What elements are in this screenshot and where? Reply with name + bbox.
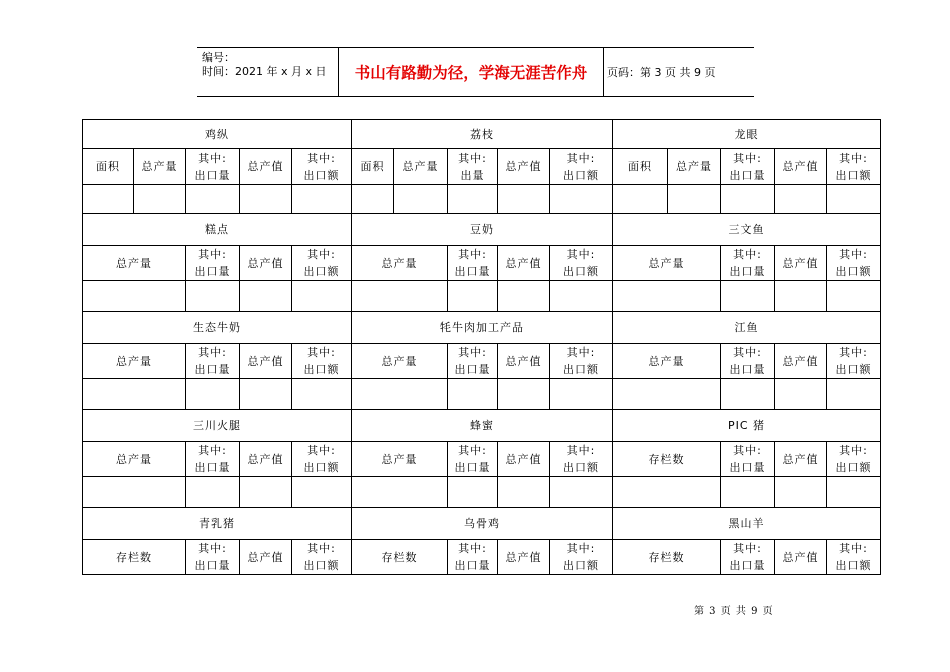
col-total-value: 总产值: [498, 246, 550, 281]
data-cell[interactable]: [83, 185, 134, 214]
product-title: 荔枝: [352, 120, 613, 149]
product-title: 鸡纵: [83, 120, 352, 149]
col-export-value: 其中: 出口额: [292, 149, 352, 185]
col-area: 面积: [613, 149, 668, 185]
col-total-output: 总产量: [83, 344, 186, 379]
col-total-value: 总产值: [775, 344, 827, 379]
serial-number-label: 编号：: [202, 51, 235, 64]
product-title: 牦牛肉加工产品: [352, 312, 613, 344]
data-cell[interactable]: [83, 379, 186, 410]
column-header-row: [83, 246, 881, 281]
data-cell[interactable]: [83, 281, 186, 312]
col-export-volume: 其中: 出量: [448, 149, 498, 185]
col-export-volume: 其中: 出口量: [186, 149, 240, 185]
data-cell[interactable]: [134, 185, 186, 214]
product-title: 江鱼: [613, 312, 881, 344]
product-title-row: [83, 312, 881, 344]
product-title: 三文鱼: [613, 214, 881, 246]
col-total-output: 总产量: [134, 149, 186, 185]
column-header-row: [83, 540, 881, 575]
data-cell[interactable]: [613, 185, 668, 214]
col-total-output: 总产量: [352, 442, 448, 477]
col-total-output: 总产量: [352, 344, 448, 379]
col-stock: 存栏数: [613, 442, 721, 477]
column-header-row: [83, 344, 881, 379]
col-export-volume: 其中: 出口量: [186, 246, 240, 281]
document-header: [197, 47, 754, 97]
col-total-value: 总产值: [240, 442, 292, 477]
data-cell[interactable]: [83, 477, 186, 508]
col-export-volume: 其中: 出口量: [186, 540, 240, 575]
data-cell[interactable]: [498, 379, 550, 410]
data-cell[interactable]: [775, 477, 827, 508]
col-total-value: 总产值: [240, 344, 292, 379]
col-total-value: 总产值: [498, 149, 550, 185]
time-label: 时间：2021 年 x 月 x 日: [202, 65, 327, 78]
product-title-row: [83, 410, 881, 442]
col-export-volume: 其中: 出口量: [448, 540, 498, 575]
page-number-label: 页码：第 3 页 共 9 页: [607, 65, 716, 79]
col-total-value: 总产值: [498, 540, 550, 575]
data-cell[interactable]: [394, 185, 448, 214]
data-cell[interactable]: [613, 281, 721, 312]
data-cell[interactable]: [550, 281, 613, 312]
data-cell[interactable]: [292, 477, 352, 508]
col-export-value: 其中: 出口额: [827, 344, 881, 379]
data-cell[interactable]: [448, 185, 498, 214]
col-export-volume: 其中: 出口量: [721, 540, 775, 575]
col-export-volume: 其中: 出口量: [448, 442, 498, 477]
col-export-value: 其中: 出口额: [292, 246, 352, 281]
col-export-volume: 其中: 出口量: [448, 344, 498, 379]
header-left-block: [202, 51, 327, 79]
data-cell[interactable]: [613, 379, 721, 410]
empty-data-row: [83, 185, 881, 214]
data-cell[interactable]: [827, 185, 881, 214]
product-title: 蜂蜜: [352, 410, 613, 442]
product-title: 青乳猪: [83, 508, 352, 540]
col-export-value: 其中: 出口额: [292, 442, 352, 477]
col-total-value: 总产值: [498, 344, 550, 379]
col-export-volume: 其中: 出口量: [721, 246, 775, 281]
data-cell[interactable]: [550, 379, 613, 410]
data-cell[interactable]: [827, 379, 881, 410]
data-cell[interactable]: [186, 281, 240, 312]
column-header-row: [83, 442, 881, 477]
data-cell[interactable]: [448, 379, 498, 410]
data-cell[interactable]: [721, 477, 775, 508]
data-cell[interactable]: [827, 281, 881, 312]
col-total-output: 总产量: [668, 149, 721, 185]
col-total-output: 总产量: [83, 442, 186, 477]
product-title: PIC 猪: [613, 410, 881, 442]
product-statistics-table: [82, 119, 881, 575]
col-export-volume: 其中: 出口量: [186, 442, 240, 477]
col-stock: 存栏数: [83, 540, 186, 575]
data-cell[interactable]: [186, 185, 240, 214]
data-cell[interactable]: [240, 477, 292, 508]
col-export-value: 其中: 出口额: [550, 246, 613, 281]
col-export-volume: 其中: 出口量: [721, 344, 775, 379]
column-header-row: [83, 149, 881, 185]
col-export-volume: 其中: 出口量: [721, 149, 775, 185]
data-cell[interactable]: [352, 185, 394, 214]
col-total-output: 总产量: [352, 246, 448, 281]
col-export-value: 其中: 出口额: [550, 442, 613, 477]
data-cell[interactable]: [240, 379, 292, 410]
data-cell[interactable]: [775, 281, 827, 312]
product-title: 三川火腿: [83, 410, 352, 442]
product-title: 糕点: [83, 214, 352, 246]
data-cell[interactable]: [352, 281, 448, 312]
product-title: 黑山羊: [613, 508, 881, 540]
data-cell[interactable]: [352, 477, 448, 508]
data-cell[interactable]: [498, 477, 550, 508]
product-title: 豆奶: [352, 214, 613, 246]
data-cell[interactable]: [292, 185, 352, 214]
data-cell[interactable]: [498, 185, 550, 214]
col-area: 面积: [83, 149, 134, 185]
col-stock: 存栏数: [352, 540, 448, 575]
data-cell[interactable]: [721, 379, 775, 410]
col-export-value: 其中: 出口额: [550, 344, 613, 379]
data-cell[interactable]: [448, 281, 498, 312]
col-total-value: 总产值: [775, 149, 827, 185]
product-title: 生态牛奶: [83, 312, 352, 344]
col-export-volume: 其中: 出口量: [721, 442, 775, 477]
col-export-value: 其中: 出口额: [550, 540, 613, 575]
col-total-value: 总产值: [240, 149, 292, 185]
col-total-output: 总产量: [613, 246, 721, 281]
data-cell[interactable]: [721, 281, 775, 312]
product-title: 龙眼: [613, 120, 881, 149]
col-stock: 存栏数: [613, 540, 721, 575]
col-total-value: 总产值: [775, 246, 827, 281]
product-title-row: [83, 508, 881, 540]
page-footer: 第 3 页 共 9 页: [694, 606, 774, 617]
data-cell[interactable]: [668, 185, 721, 214]
col-export-value: 其中: 出口额: [827, 149, 881, 185]
product-title-row: [83, 120, 881, 149]
motto-text: 书山有路勤为径，学海无涯苦作舟: [338, 47, 604, 96]
empty-data-row: [83, 477, 881, 508]
empty-data-row: [83, 379, 881, 410]
data-cell[interactable]: [186, 477, 240, 508]
col-area: 面积: [352, 149, 394, 185]
data-cell[interactable]: [240, 281, 292, 312]
col-total-value: 总产值: [240, 246, 292, 281]
col-total-value: 总产值: [775, 540, 827, 575]
data-cell[interactable]: [613, 477, 721, 508]
empty-data-row: [83, 281, 881, 312]
data-cell[interactable]: [448, 477, 498, 508]
data-cell[interactable]: [292, 379, 352, 410]
product-title-row: [83, 214, 881, 246]
data-cell[interactable]: [827, 477, 881, 508]
product-title: 乌骨鸡: [352, 508, 613, 540]
col-export-value: 其中: 出口额: [827, 246, 881, 281]
col-export-value: 其中: 出口额: [292, 344, 352, 379]
col-export-value: 其中: 出口额: [827, 442, 881, 477]
col-export-value: 其中: 出口额: [827, 540, 881, 575]
col-export-volume: 其中: 出口量: [448, 246, 498, 281]
col-total-value: 总产值: [498, 442, 550, 477]
col-export-volume: 其中: 出口量: [186, 344, 240, 379]
col-export-value: 其中: 出口额: [292, 540, 352, 575]
col-total-output: 总产量: [83, 246, 186, 281]
col-export-value: 其中: 出口额: [550, 149, 613, 185]
col-total-output: 总产量: [394, 149, 448, 185]
data-cell[interactable]: [775, 185, 827, 214]
col-total-value: 总产值: [240, 540, 292, 575]
data-cell[interactable]: [292, 281, 352, 312]
data-cell[interactable]: [240, 185, 292, 214]
col-total-value: 总产值: [775, 442, 827, 477]
data-cell[interactable]: [352, 379, 448, 410]
data-cell[interactable]: [721, 185, 775, 214]
data-cell[interactable]: [775, 379, 827, 410]
data-cell[interactable]: [550, 185, 613, 214]
data-cell[interactable]: [550, 477, 613, 508]
data-cell[interactable]: [498, 281, 550, 312]
header-bottom-rule: [197, 96, 754, 97]
data-cell[interactable]: [186, 379, 240, 410]
col-total-output: 总产量: [613, 344, 721, 379]
